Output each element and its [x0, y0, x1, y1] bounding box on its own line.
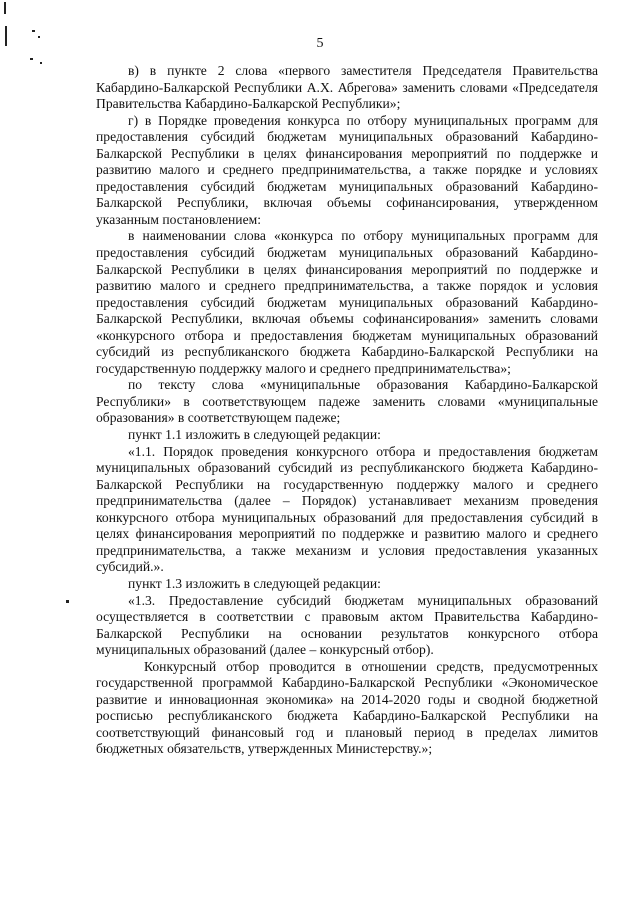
scan-mark — [30, 58, 33, 60]
scan-mark — [4, 2, 6, 14]
document-body — [96, 63, 598, 758]
page-number: 5 — [316, 36, 324, 51]
paragraph: в наименовании слова «конкурса по отбору муниципальных программ для предоставления субсидий бюджетам муниципальных образований Кабардино-Балкарской Республики в целях финансирования мероприятий по поддержке и развитию малого и среднего предпринимательства, а также порядок и условия предоставления субсидий бюджетам муниципальных образований Кабардино-Балкарской Республики, включая объемы софинансирования» заменить словами «конкурсного отбора и предоставления бюджетам муниципальных образований субсидий из республиканского бюджета Кабардино-Балкарской Республики на государственную поддержку малого и среднего предпринимательства»; — [96, 228, 598, 376]
paragraph: в) в пункте 2 слова «первого заместителя Председателя Правительства Кабардино-Балкарской Республики А.Х. Абрегова» заменить словами «Председателя Правительства Кабардино-Балкарской Республики»; — [96, 63, 598, 112]
paragraph: «1.3. Предоставление субсидий бюджетам муниципальных образований осуществляется в соответствии с правовым актом Правительства Кабардино-Балкарской Республики на основании результатов конкурсного отбора муниципальных образований (далее – конкурсный отбор). — [96, 592, 598, 658]
paragraph: «1.1. Порядок проведения конкурсного отбора и предоставления бюджетам муниципальных образований субсидий из республиканского бюджета Кабардино-Балкарской Республики на государственную поддержку малого и среднего предпринимательства (далее – Порядок) устанавливает механизм проведения конкурсного отбора муниципальных образований для предоставления субсидий в целях финансирования мероприятий по поддержке и развитию малого и среднего предпринимательства, а также механизм и условия предоставления указанных субсидий.». — [96, 443, 598, 575]
paragraph: г) в Порядке проведения конкурса по отбору муниципальных программ для предоставления субсидий бюджетам муниципальных образований Кабардино-Балкарской Республики в целях финансирования мероприятий по поддержке и развитию малого и среднего предпринимательства, а также порядке и условиях предоставления субсидий бюджетам муниципальных образований Кабардино-Балкарской Республики, включая объемы софинансирования, утвержденном указанным постановлением: — [96, 112, 598, 227]
scan-mark — [66, 600, 69, 603]
paragraph: пункт 1.1 изложить в следующей редакции: — [128, 427, 381, 443]
paragraph: Конкурсный отбор проводится в отношении средств, предусмотренных государственной программой Кабардино-Балкарской Республики «Экономическое развитие и инновационная экономика» на 2014-2020 годы и сводной бюджетной росписью республиканского бюджета Кабардино-Балкарской Республики на соответствующий финансовый год и плановый период в пределах лимитов бюджетных обязательств, утвержденных Министерству.»; — [96, 658, 598, 757]
scan-mark — [40, 62, 42, 64]
paragraph: пункт 1.3 изложить в следующей редакции: — [128, 575, 381, 591]
scan-mark — [32, 30, 35, 32]
paragraph: по тексту слова «муниципальные образования Кабардино-Балкарской Республики» в соответствующем падеже заменить словами «муниципальные образования» в соответствующем падеже; — [96, 377, 598, 426]
